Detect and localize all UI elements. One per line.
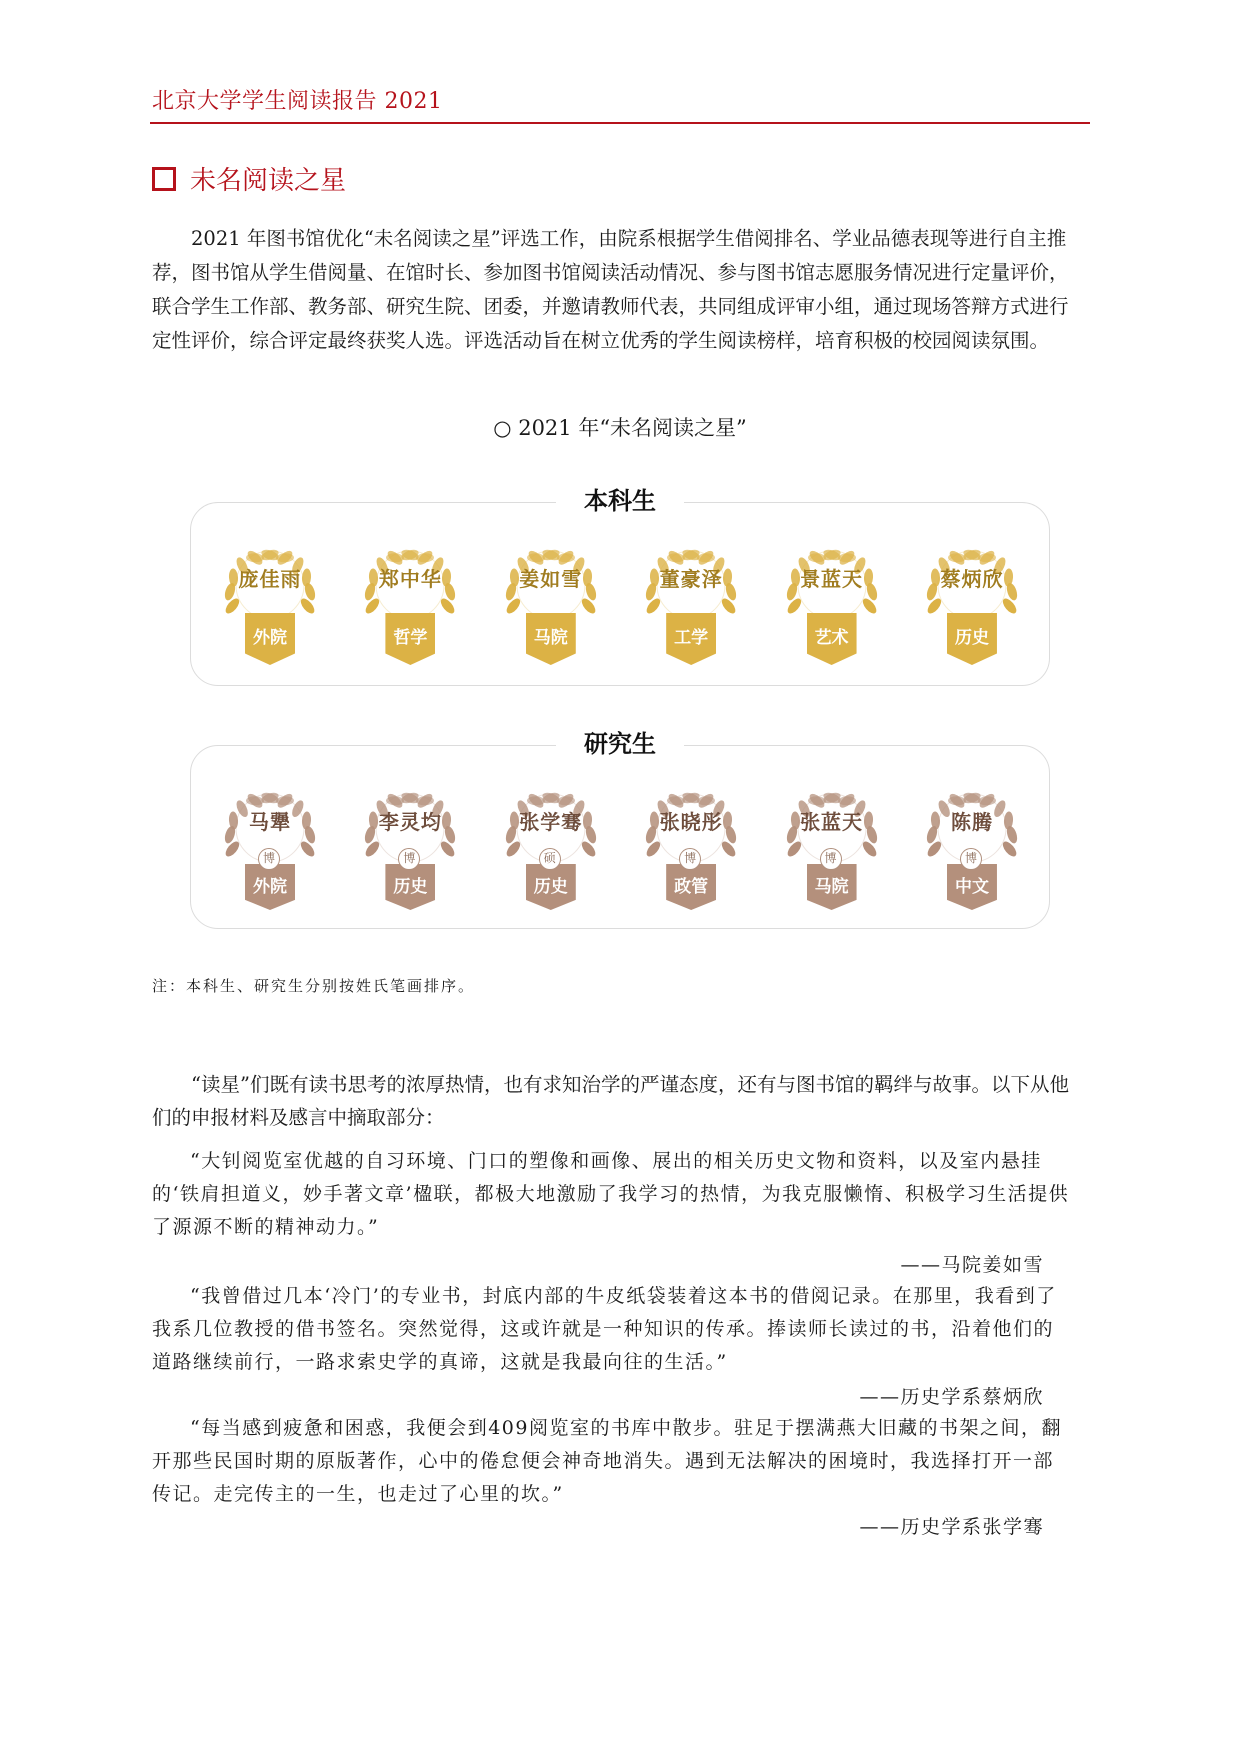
quote-attribution: ——历史学系蔡炳欣 xyxy=(859,1386,1044,1408)
winner-name: 陈腾 xyxy=(950,810,993,834)
quote-text: “每当感到疲惫和困惑，我便会到409阅览室的书库中散步。驻足于摆满燕大旧藏的书架之间，翻开那些民国时期的原版著作，心中的倦怠便会神奇地消失。遇到无法解决的困境时，我选择打开一部传记。走完传主的一生，也走过了心里的坎。” xyxy=(152,1417,1062,1505)
degree-badge: 博 xyxy=(960,848,982,870)
section-title-text: 未名阅读之星 xyxy=(190,166,347,196)
winner-dept: 马院 xyxy=(533,628,568,648)
winner-badge xyxy=(627,786,755,906)
winner-name: 李灵均 xyxy=(378,810,442,834)
winner-badge xyxy=(627,543,755,663)
winner-name: 景蓝天 xyxy=(800,567,864,591)
winner-name: 张晓彤 xyxy=(659,810,723,834)
degree-badge: 博 xyxy=(258,848,280,870)
section-heading xyxy=(152,160,346,197)
winner-badge xyxy=(768,786,896,906)
grad-label: 研究生 xyxy=(556,724,684,759)
quote-text: “我曾借过几本‘冷门’的专业书，封底内部的牛皮纸袋装着这本书的借阅记录。在那里，我看到了我系几位教授的借书签名。突然觉得，这或许就是一种知识的传承。捧读师长读过的书，沿着他们的道路继续前行，一路求索史学的真谛，这就是我最向往的生活。” xyxy=(152,1285,1057,1373)
winner-name: 郑中华 xyxy=(378,567,442,591)
winner-name: 蔡炳欣 xyxy=(940,567,1004,591)
undergrad-panel xyxy=(190,487,1050,686)
winner-dept: 艺术 xyxy=(814,628,849,648)
degree-badge: 博 xyxy=(398,848,420,870)
winner-badge xyxy=(206,786,334,906)
report-header-title: 北京大学学生阅读报告 2021 xyxy=(152,89,443,114)
winner-badge xyxy=(346,786,474,906)
winner-badge xyxy=(206,543,334,663)
winner-name: 姜如雪 xyxy=(519,567,583,591)
winner-dept: 历史 xyxy=(533,877,568,897)
degree-badge: 博 xyxy=(820,848,842,870)
quote-attribution: ——马院姜如雪 xyxy=(900,1254,1044,1276)
winner-dept: 哲学 xyxy=(393,628,428,648)
winner-name: 张学骞 xyxy=(519,810,583,834)
winner-badge xyxy=(908,786,1036,906)
winner-name: 董豪泽 xyxy=(659,567,723,591)
winner-dept: 历史 xyxy=(393,877,428,897)
quote-text: “大钊阅览室优越的自习环境、门口的塑像和画像、展出的相关历史文物和资料，以及室内悬挂的‘铁肩担道义，妙手著文章’楹联，都极大地激励了我学习的热情，为我克服懒惰、积极学习生活提供了源源不断的精神动力。” xyxy=(152,1150,1070,1238)
degree-badge: 硕 xyxy=(539,848,561,870)
winner-name: 张蓝天 xyxy=(800,810,864,834)
sort-order-note: 注：本科生、研究生分别按姓氏笔画排序。 xyxy=(152,977,476,995)
winner-badge xyxy=(346,543,474,663)
winner-dept: 外院 xyxy=(253,628,287,648)
header-divider xyxy=(150,122,1090,124)
grad-badges xyxy=(206,786,1036,906)
winner-badge xyxy=(487,786,615,906)
winner-name: 庞佳雨 xyxy=(238,567,302,591)
degree-badge: 博 xyxy=(679,848,701,870)
winner-name: 马犟 xyxy=(249,810,291,834)
figure-caption: ○ 2021 年“未名阅读之星” xyxy=(493,416,747,440)
quote-attribution: ——历史学系张学骞 xyxy=(859,1516,1044,1538)
winner-dept: 中文 xyxy=(954,877,989,897)
winner-badge xyxy=(487,543,615,663)
hollow-square-icon xyxy=(152,167,176,191)
undergrad-badges xyxy=(206,543,1036,663)
winner-dept: 历史 xyxy=(954,628,989,648)
winner-dept: 政管 xyxy=(674,877,709,897)
winner-dept: 外院 xyxy=(253,877,287,897)
winner-dept: 工学 xyxy=(674,628,709,648)
grad-panel xyxy=(190,730,1050,929)
quotes-intro-paragraph: “读星”们既有读书思考的浓厚热情，也有求知治学的严谨态度，还有与图书馆的羁绊与故事。以下从他们的申报材料及感言中摘取部分： xyxy=(152,1073,1069,1129)
intro-paragraph: 2021 年图书馆优化“未名阅读之星”评选工作，由院系根据学生借阅排名、学业品德表现等进行自主推荐，图书馆从学生借阅量、在馆时长、参加图书馆阅读活动情况、参与图书馆志愿服务情况进行定量评价，联合学生工作部、教务部、研究生院、团委，并邀请教师代表，共同组成评审小组，通过现场答辩方式进行定性评价，综合评定最终获奖人选。评选活动旨在树立优秀的学生阅读榜样，培育积极的校园阅读氛围。 xyxy=(152,227,1069,352)
undergrad-label: 本科生 xyxy=(556,481,684,516)
winner-badge xyxy=(768,543,896,663)
winner-dept: 马院 xyxy=(814,877,849,897)
winner-badge xyxy=(908,543,1036,663)
